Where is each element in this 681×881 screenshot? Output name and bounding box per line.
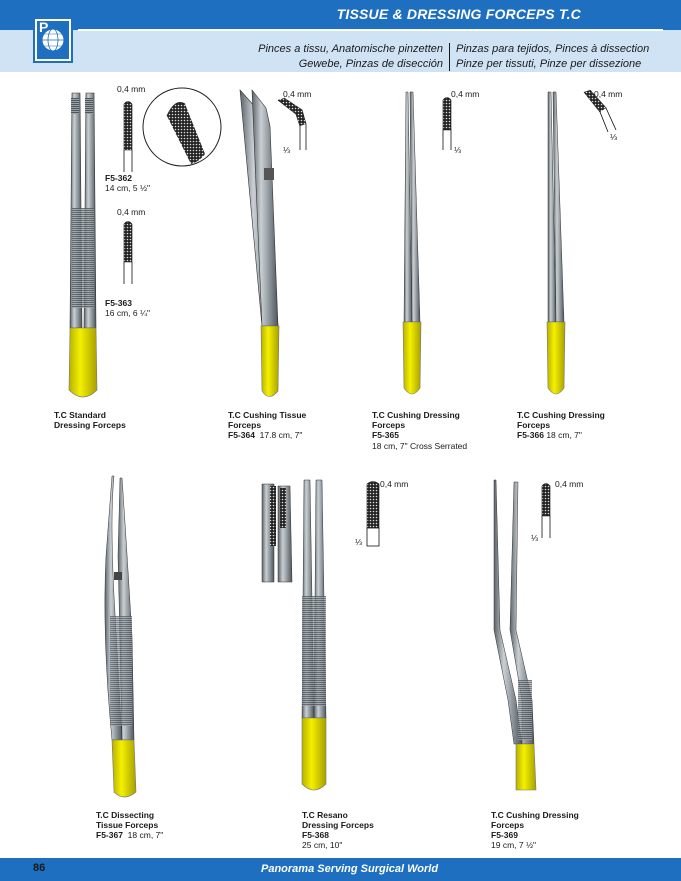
product-line-366 <box>517 430 582 440</box>
product-name-366-2: Forceps <box>517 420 551 430</box>
product-size-366: 18 cm, 7" <box>546 430 582 440</box>
product-name-368: T.C Resano <box>302 810 348 820</box>
product-name-367: T.C Dissecting <box>96 810 155 820</box>
footer-slogan: Panorama Serving Surgical World <box>261 863 439 875</box>
subtitle-divider <box>449 43 450 71</box>
dissecting-tissue-forceps-image <box>100 476 160 806</box>
tip-width-label-364: 0,4 mm <box>283 89 312 99</box>
tip-detail-365 <box>442 96 452 156</box>
product-name-367-2: Tissue Forceps <box>96 820 159 830</box>
product-name-366: T.C Cushing Dressing <box>517 410 605 420</box>
subtitle-fr-de: Pinces a tissu, Anatomische pinzetten <box>258 43 443 55</box>
product-code-363: F5-363 <box>105 298 132 308</box>
tip-detail-366 <box>582 88 622 138</box>
subtitle-es-fr: Pinzas para tejidos, Pinces à dissection <box>456 43 650 55</box>
product-name-365: T.C Cushing Dressing <box>372 410 460 420</box>
header-rule <box>78 29 663 31</box>
product-name-364-2: Forceps <box>228 420 262 430</box>
tip-ratio-366: ⅓ <box>610 132 618 142</box>
page-number: 86 <box>33 862 46 874</box>
subtitle-it: Pinze per tissuti, Pinze per dissezione <box>456 58 642 70</box>
resano-forceps-image <box>298 476 348 806</box>
cushing-dressing-forceps-366-image <box>540 92 580 412</box>
product-code-368: F5-368 <box>302 830 329 840</box>
product-size-364: 17.8 cm, 7" <box>259 430 303 440</box>
tip-width-label-368: 0,4 mm <box>380 479 409 489</box>
tip-detail-364 <box>276 98 306 158</box>
tip-detail-368 <box>366 480 380 550</box>
tip-ratio-369: ⅓ <box>531 533 539 543</box>
tip-width-label-365: 0,4 mm <box>451 89 480 99</box>
tip-detail-369 <box>541 482 551 542</box>
product-code-365: F5-365 <box>372 430 399 440</box>
product-size-362: 14 cm, 5 ½" <box>105 183 151 193</box>
product-size-369: 19 cm, 7 ½" <box>491 840 537 850</box>
product-line-367 <box>96 830 163 840</box>
tip-ratio-368: ⅓ <box>355 537 363 547</box>
logo-letter: P <box>39 19 49 35</box>
page-title: TISSUE & DRESSING FORCEPS T.C <box>336 6 581 22</box>
product-code-366: F5-366 <box>517 430 544 440</box>
product-line-364 <box>228 430 302 440</box>
product-code-369: F5-369 <box>491 830 518 840</box>
tip-width-label-363: 0,4 mm <box>117 207 146 217</box>
product-size-363: 16 cm, 6 ¼" <box>105 308 151 318</box>
tip-detail-362 <box>123 100 133 180</box>
product-code-364: F5-364 <box>228 430 255 440</box>
tip-width-label-369: 0,4 mm <box>555 479 584 489</box>
product-code-362: F5-362 <box>105 173 132 183</box>
product-name-369-2: Forceps <box>491 820 525 830</box>
product-size-365: 18 cm, 7" Cross Serrated <box>372 441 468 451</box>
brand-logo <box>34 18 72 62</box>
product-name-364: T.C Cushing Tissue <box>228 410 307 420</box>
product-name-365-2: Forceps <box>372 420 406 430</box>
product-name-369: T.C Cushing Dressing <box>491 810 579 820</box>
header-band <box>0 0 681 72</box>
product-size-367: 18 cm, 7" <box>127 830 164 840</box>
resano-tip-closeup <box>260 480 294 584</box>
product-name-standard-2: Dressing Forceps <box>54 420 126 430</box>
standard-forceps-image <box>66 88 106 408</box>
subtitle-de-es: Gewebe, Pinzas de disección <box>298 58 443 70</box>
product-name-368-2: Dressing Forceps <box>302 820 374 830</box>
tip-ratio-365: ⅓ <box>454 145 462 155</box>
tip-ratio-364: ⅓ <box>283 145 291 155</box>
product-size-368: 25 cm, 10" <box>302 840 343 850</box>
tip-width-label-362: 0,4 mm <box>117 84 146 94</box>
tip-width-label-366: 0,4 mm <box>594 89 623 99</box>
product-code-367: F5-367 <box>96 830 123 840</box>
cushing-dressing-forceps-365-image <box>396 92 436 412</box>
tip-detail-363 <box>123 220 133 290</box>
product-name-standard: T.C Standard <box>54 410 106 420</box>
tip-magnifier <box>141 86 223 168</box>
